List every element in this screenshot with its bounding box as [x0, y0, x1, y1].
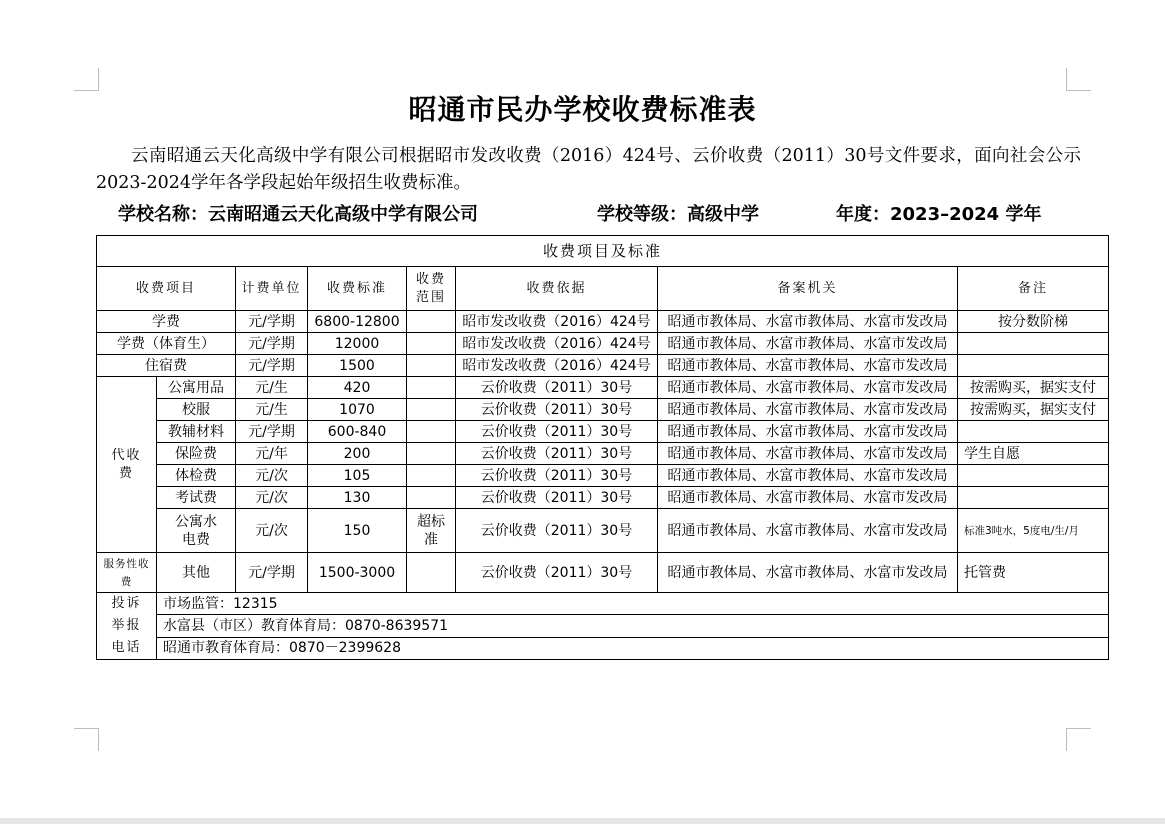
cell-item: 学费（体育生） — [97, 333, 236, 355]
cell-unit: 元/次 — [236, 465, 308, 487]
cell-remark — [958, 355, 1109, 377]
table-header-row — [97, 267, 1109, 311]
table-row — [97, 465, 1109, 487]
header-unit: 计费单位 — [236, 267, 308, 311]
cell-item: 学费 — [97, 311, 236, 333]
cell-standard: 420 — [308, 377, 407, 399]
cell-authority: 昭通市教体局、水富市教体局、水富市发改局 — [658, 465, 958, 487]
cell-item: 公寓用品 — [157, 377, 236, 399]
cell-authority: 昭通市教体局、水富市教体局、水富市发改局 — [658, 377, 958, 399]
cell-scope — [407, 311, 456, 333]
cell-basis: 云价收费（2011）30号 — [456, 421, 658, 443]
cell-basis: 昭市发改收费（2016）424号 — [456, 333, 658, 355]
cell-basis: 云价收费（2011）30号 — [456, 553, 658, 593]
cell-unit: 元/学期 — [236, 333, 308, 355]
cell-authority: 昭通市教体局、水富市教体局、水富市发改局 — [658, 311, 958, 333]
cell-basis: 云价收费（2011）30号 — [456, 377, 658, 399]
cell-standard: 600-840 — [308, 421, 407, 443]
page-corner-mark — [74, 68, 99, 91]
cell-authority: 昭通市教体局、水富市教体局、水富市发改局 — [658, 443, 958, 465]
cell-standard: 1070 — [308, 399, 407, 421]
table-row — [97, 333, 1109, 355]
cell-item: 校服 — [157, 399, 236, 421]
cell-unit: 元/学期 — [236, 421, 308, 443]
cell-unit: 元/年 — [236, 443, 308, 465]
cell-item: 保险费 — [157, 443, 236, 465]
cell-unit: 元/学期 — [236, 355, 308, 377]
cell-scope — [407, 443, 456, 465]
cell-standard: 150 — [308, 509, 407, 553]
cell-scope — [407, 487, 456, 509]
cell-scope — [407, 333, 456, 355]
cell-standard: 6800-12800 — [308, 311, 407, 333]
header-item: 收费项目 — [97, 267, 236, 311]
cell-scope — [407, 553, 456, 593]
school-name: 学校名称：云南昭通云天化高级中学有限公司 — [118, 204, 478, 225]
cell-scope — [407, 421, 456, 443]
cell-basis: 云价收费（2011）30号 — [456, 465, 658, 487]
table-row — [97, 443, 1109, 465]
page-corner-mark — [74, 728, 99, 751]
cell-scope — [407, 465, 456, 487]
table-row — [97, 553, 1109, 593]
cell-remark — [958, 333, 1109, 355]
cell-unit: 元/学期 — [236, 553, 308, 593]
cell-standard: 200 — [308, 443, 407, 465]
cell-scope — [407, 355, 456, 377]
cell-remark: 按需购买，据实支付 — [958, 377, 1109, 399]
cell-authority: 昭通市教体局、水富市教体局、水富市发改局 — [658, 355, 958, 377]
cell-standard: 105 — [308, 465, 407, 487]
cell-standard: 130 — [308, 487, 407, 509]
cell-standard: 1500-3000 — [308, 553, 407, 593]
cell-remark — [958, 487, 1109, 509]
cell-item: 其他 — [157, 553, 236, 593]
table-row — [97, 399, 1109, 421]
table-section-title: 收费项目及标准 — [97, 236, 1109, 267]
intro-paragraph: 云南昭通云天化高级中学有限公司根据昭市发改收费（2016）424号、云价收费（2011）30号文件要求，面向社会公示2023-2024学年各学段起始年级招生收费标准。 — [96, 146, 1081, 193]
cell-item: 考试费 — [157, 487, 236, 509]
cell-basis: 云价收费（2011）30号 — [456, 399, 658, 421]
table-row — [97, 509, 1109, 553]
cell-authority: 昭通市教体局、水富市教体局、水富市发改局 — [658, 399, 958, 421]
header-basis: 收费依据 — [456, 267, 658, 311]
table-row — [97, 311, 1109, 333]
table-row — [97, 593, 1109, 615]
table-row — [97, 355, 1109, 377]
page-corner-mark — [1066, 68, 1091, 91]
cell-item: 住宿费 — [97, 355, 236, 377]
cell-remark — [958, 421, 1109, 443]
header-remark: 备注 — [958, 267, 1109, 311]
page-corner-mark — [1066, 728, 1091, 751]
cell-scope: 超标准 — [407, 509, 456, 553]
complaint-phone: 昭通市教育体育局：0870－2399628 — [157, 637, 1109, 659]
table-row — [97, 487, 1109, 509]
cell-basis: 昭市发改收费（2016）424号 — [456, 311, 658, 333]
cell-unit: 元/次 — [236, 509, 308, 553]
school-year: 年度：2023–2024 学年 — [836, 204, 1042, 225]
fee-table — [96, 235, 1109, 660]
cell-unit: 元/学期 — [236, 311, 308, 333]
cell-basis: 云价收费（2011）30号 — [456, 487, 658, 509]
complaint-label: 投诉举报电话 — [97, 593, 157, 660]
header-scope: 收费范围 — [407, 267, 456, 311]
cell-authority: 昭通市教体局、水富市教体局、水富市发改局 — [658, 509, 958, 553]
cell-remark: 托管费 — [958, 553, 1109, 593]
cell-remark: 学生自愿 — [958, 443, 1109, 465]
header-authority: 备案机关 — [658, 267, 958, 311]
service-fee-group-label: 服务性收费 — [97, 553, 157, 593]
cell-standard: 1500 — [308, 355, 407, 377]
cell-authority: 昭通市教体局、水富市教体局、水富市发改局 — [658, 553, 958, 593]
complaint-phone: 水富县（市区）教育体育局：0870-8639571 — [157, 615, 1109, 637]
cell-remark: 按分数阶梯 — [958, 311, 1109, 333]
cell-authority: 昭通市教体局、水富市教体局、水富市发改局 — [658, 421, 958, 443]
cell-unit: 元/生 — [236, 399, 308, 421]
table-row — [97, 377, 1109, 399]
complaint-phone: 市场监管：12315 — [157, 593, 1109, 615]
cell-item: 教辅材料 — [157, 421, 236, 443]
cell-scope — [407, 377, 456, 399]
cell-unit: 元/生 — [236, 377, 308, 399]
cell-basis: 云价收费（2011）30号 — [456, 509, 658, 553]
cell-item: 公寓水电费 — [157, 509, 236, 553]
cell-authority: 昭通市教体局、水富市教体局、水富市发改局 — [658, 333, 958, 355]
cell-remark: 标准3吨水，5度电/生/月 — [958, 509, 1109, 553]
header-standard: 收费标准 — [308, 267, 407, 311]
table-row — [97, 637, 1109, 659]
cell-unit: 元/次 — [236, 487, 308, 509]
page-bottom-edge — [0, 818, 1165, 824]
cell-remark: 按需购买，据实支付 — [958, 399, 1109, 421]
agency-fee-group-label: 代收费 — [97, 377, 157, 553]
school-level: 学校等级：高级中学 — [597, 204, 759, 225]
cell-standard: 12000 — [308, 333, 407, 355]
cell-remark — [958, 465, 1109, 487]
document-title: 昭通市民办学校收费标准表 — [408, 93, 757, 126]
cell-authority: 昭通市教体局、水富市教体局、水富市发改局 — [658, 487, 958, 509]
table-row — [97, 421, 1109, 443]
cell-basis: 昭市发改收费（2016）424号 — [456, 355, 658, 377]
cell-basis: 云价收费（2011）30号 — [456, 443, 658, 465]
table-row — [97, 615, 1109, 637]
cell-scope — [407, 399, 456, 421]
cell-item: 体检费 — [157, 465, 236, 487]
